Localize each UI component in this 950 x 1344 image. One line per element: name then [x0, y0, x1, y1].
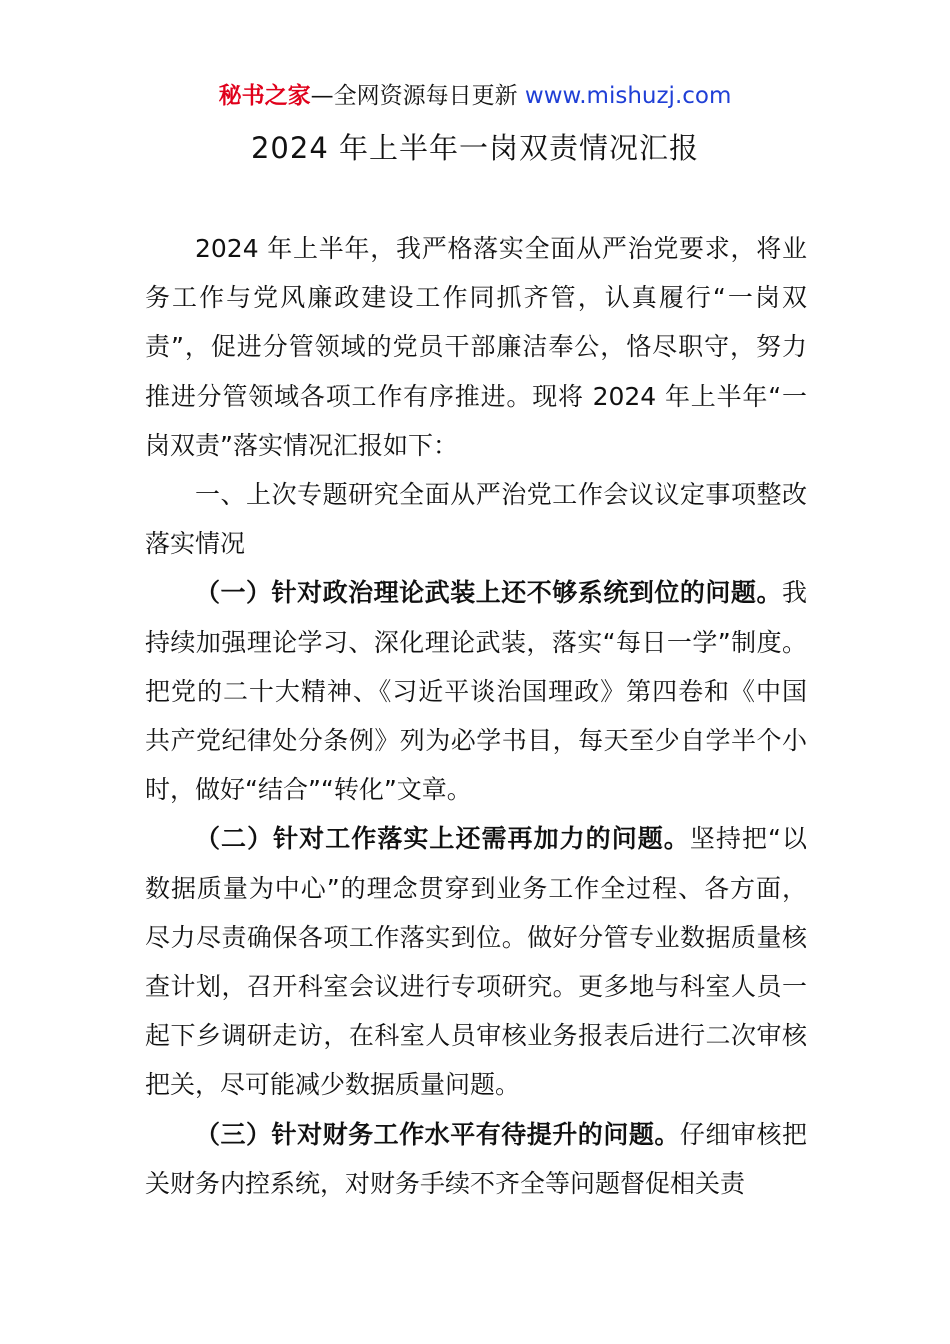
site-header: [0, 80, 950, 112]
document-title: 2024 年上半年一岗双责情况汇报: [250, 131, 700, 165]
item-text-1: 我持续加强理论学习、深化理论武装，落实“每日一学”制度。把党的二十大精神、《习近平谈治国理政》第四卷和《中国共产党纪律处分条例》列为必学书目，每天至少自学半个小时，做好“结合”“转化”文章。: [145, 578, 807, 805]
item-lead-3: （三）针对财务工作水平有待提升的问题。: [195, 1119, 680, 1149]
item-paragraph-2: [145, 814, 807, 1109]
document-body: [145, 224, 807, 1208]
item-paragraph-3: [145, 1110, 807, 1208]
site-tagline: —全网资源每日更新: [310, 83, 525, 109]
site-url-link[interactable]: www.mishuzj.com: [524, 83, 732, 109]
intro-paragraph: 2024 年上半年，我严格落实全面从严治党要求，将业务工作与党风廉政建设工作同抓齐管，认真履行“一岗双责”，促进分管领域的党员干部廉洁奉公，恪尽职守，努力推进分管领域各项工作有序推进。现将 2024 年上半年“一岗双责”落实情况汇报如下：: [145, 234, 807, 460]
section-heading: 一、上次专题研究全面从严治党工作会议议定事项整改落实情况: [145, 480, 807, 559]
site-brand: 秘书之家: [218, 83, 311, 109]
item-paragraph-1: [145, 568, 807, 814]
item-lead-2: （二）针对工作落实上还需再加力的问题。: [195, 824, 690, 854]
item-lead-1: （一）针对政治理论武装上还不够系统到位的问题。: [195, 578, 782, 608]
item-text-2: 坚持把“以数据质量为中心”的理念贯穿到业务工作全过程、各方面，尽力尽责确保各项工作落实到位。做好分管专业数据质量核查计划，召开科室会议进行专项研究。更多地与科室人员一起下乡调研走访，在科室人员审核业务报表后进行二次审核把关，尽可能减少数据质量问题。: [145, 824, 807, 1100]
item-text-3: 仔细审核把关财务内控系统，对财务手续不齐全等问题督促相关责: [145, 1119, 807, 1198]
